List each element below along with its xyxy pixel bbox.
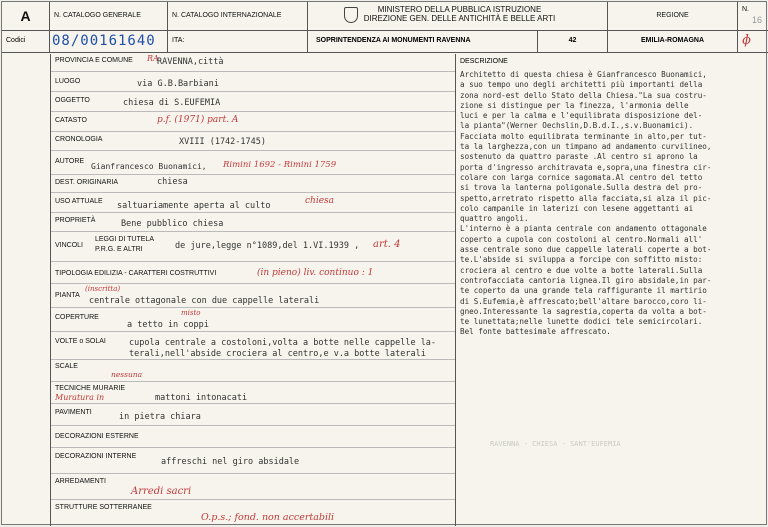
field-label: AUTORE xyxy=(55,158,85,165)
field-handwriting: Muratura in xyxy=(55,393,105,402)
field-decorazioni-interne xyxy=(51,448,455,474)
field-label: CATASTO xyxy=(55,117,87,124)
field-label: PIANTA xyxy=(55,292,80,299)
codici-value: 08/00161640 xyxy=(52,33,156,49)
field-cronologia xyxy=(51,132,455,151)
field-volte xyxy=(51,332,455,360)
field-luogo xyxy=(51,72,455,92)
field-label: TIPOLOGIA EDILIZIA - CARATTERI COSTRUTTIVI xyxy=(55,270,217,277)
field-proprieta xyxy=(51,213,455,232)
field-label: OGGETTO xyxy=(55,97,90,104)
republic-emblem-icon xyxy=(344,7,358,23)
ministry-line-2: DIREZIONE GEN. DELLE ANTICHITÀ E BELLE ARTI xyxy=(363,14,556,23)
field-label: DEST. ORIGINARIA xyxy=(55,179,119,186)
pencil-annotation: RAVENNA - CHIESA - SANT'EUFEMIA xyxy=(490,440,621,448)
field-value: centrale ottagonale con due cappelle laterali xyxy=(89,296,320,306)
field-value: a tetto in coppi xyxy=(127,320,209,330)
field-handwriting: RA xyxy=(147,54,159,63)
field-label: COPERTURE xyxy=(55,314,99,321)
field-value: saltuariamente aperta al culto xyxy=(117,201,271,211)
field-coperture xyxy=(51,308,455,332)
field-label: PROPRIETÀ xyxy=(55,217,96,224)
catalogo-internazionale-label: N. CATALOGO INTERNAZIONALE xyxy=(168,2,308,30)
field-label: VINCOLI xyxy=(55,242,84,249)
field-handwriting: (in pieno) liv. continuo : 1 xyxy=(257,268,374,278)
field-label: ARREDAMENTI xyxy=(55,478,106,485)
field-label: DECORAZIONI ESTERNE xyxy=(55,433,139,440)
field-handwriting: misto xyxy=(181,309,201,317)
n-label: N. xyxy=(742,6,749,13)
ministry-heading xyxy=(308,2,608,30)
field-label: VOLTE o SOLAI xyxy=(55,338,106,345)
field-value: via G.B.Barbiani xyxy=(137,79,219,89)
field-label: TECNICHE MURARIE xyxy=(55,385,126,392)
regione-value: EMILIA-ROMAGNA xyxy=(608,30,738,52)
field-label: PROVINCIA E COMUNE xyxy=(55,57,133,64)
catalog-card xyxy=(1,1,767,525)
field-decorazioni-esterne xyxy=(51,426,455,448)
field-value: affreschi nel giro absidale xyxy=(161,457,300,467)
field-value: chiesa di S.EUFEMIA xyxy=(123,98,221,108)
field-dest-originaria xyxy=(51,175,455,193)
field-tecniche-murarie xyxy=(51,382,455,404)
codici-label: Codici xyxy=(2,30,50,52)
descrizione-panel xyxy=(454,54,766,526)
field-handwriting: p.f. (1971) part. A xyxy=(157,115,239,125)
descrizione-text: Architetto di questa chiesa è Gianfrancesco Buonamici, a suo tempo uno degli architetti più importanti della zona nord-est dello Stato della Chiesa."La sua costru- zione si distingue per la finezza, l'armonia delle luci e per la calma e l'equilibrata disposizione del- la pianta"(Werner Oechslin,D.B.d.I.,s.v.Buonamici). Facciata molto equilibrata terminante in alto,per tut- ta la larghezza,con un timpano ad andamento curvilineo, sostenuto da quattro paraste .Al centro si aprono la porta d'ingresso architravata e,sopra,una finestra cir- colare con larga cornice sagomata.Al centro del tetto si trova la lanterna poligonale.Sulla destra del pro- spetto,arretrato rispetto alla facciata,si alza il pic- colo campanile in laterizi con lesene aggettanti ai quattro angoli. L'interno è a pianta centrale con andamento ottagonale coperto a cupola con costoloni al centro.Normali all' asse centrale sono due cappelle laterali coperte a bot- te.L'abside si sviluppa a forcipe con soffitto misto: crociera al centro e due volte a botte laterali.Sulla controfacciata cantoria lignea.Il giro absidale,in par- te coperto da una grande tela raffigurante il martirio di S.Eufemia,è affrescato;bell'altare barocco,coro li- gneo.Interessante la sagrestia,coperta da volta a bot- te lunettata;nelle lunette dodici tele semicircolari. Bel fonte battesimale affrescato. xyxy=(460,70,712,337)
codici-value-cell xyxy=(50,30,168,52)
field-label-leggi: LEGGI DI TUTELA xyxy=(95,236,154,243)
field-pavimenti xyxy=(51,404,455,426)
field-label-prg: P.R.G. E ALTRI xyxy=(95,246,143,253)
field-arredamenti xyxy=(51,474,455,500)
field-label: STRUTTURE SOTTERRANEE xyxy=(55,504,152,511)
header-row xyxy=(2,2,768,31)
catalogo-generale-label: N. CATALOGO GENERALE xyxy=(50,2,168,30)
field-value: mattoni intonacati xyxy=(155,393,248,403)
field-label: USO ATTUALE xyxy=(55,198,103,205)
field-label: CRONOLOGIA xyxy=(55,136,103,143)
field-value: cupola centrale a costoloni,volta a botte nelle cappelle la- xyxy=(129,338,437,348)
field-handwriting: (inscritta) xyxy=(85,285,121,293)
field-provincia xyxy=(51,54,455,72)
n-value: 16 xyxy=(752,15,763,25)
n-cell xyxy=(738,2,768,30)
soprintendenza-label: SOPRINTENDENZA AI MONUMENTI RAVENNA xyxy=(308,30,538,52)
field-uso-attuale xyxy=(51,193,455,213)
descrizione-label: DESCRIZIONE xyxy=(460,58,508,65)
field-handwriting: O.p.s.; fond. non accertabili xyxy=(201,512,335,523)
field-label: DECORAZIONI INTERNE xyxy=(55,453,137,460)
soprintendenza-number: 42 xyxy=(538,30,608,52)
field-value: RAVENNA,città xyxy=(157,57,224,67)
field-label: PAVIMENTI xyxy=(55,409,92,416)
field-label: LUOGO xyxy=(55,78,81,85)
field-value: Bene pubblico chiesa xyxy=(121,219,224,229)
ministry-line-1: MINISTERO DELLA PUBBLICA ISTRUZIONE xyxy=(377,5,542,14)
field-label: SCALE xyxy=(55,363,78,370)
field-value-line2: terali,nell'abside crociera al centro,e v.a botte laterali xyxy=(129,349,426,359)
field-pianta xyxy=(51,284,455,308)
field-handwriting: Rimini 1692 - Rimini 1759 xyxy=(223,160,337,170)
field-catasto xyxy=(51,112,455,132)
field-handwriting: art. 4 xyxy=(373,239,401,250)
field-handwriting: nessuna xyxy=(111,370,143,379)
fields-column xyxy=(50,54,456,526)
field-handwriting: chiesa xyxy=(305,196,335,206)
field-value: in pietra chiara xyxy=(119,412,201,422)
codici-row xyxy=(2,30,768,53)
field-vincoli xyxy=(51,232,455,262)
field-handwriting: Arredi sacri xyxy=(131,486,192,497)
field-autore xyxy=(51,151,455,175)
field-value: XVIII (1742-1745) xyxy=(179,137,266,147)
field-value: Gianfrancesco Buonamici, xyxy=(91,162,207,171)
field-strutture-sotterranee xyxy=(51,500,455,526)
field-value: chiesa xyxy=(157,177,188,187)
field-oggetto xyxy=(51,92,455,112)
field-value: de jure,legge n°1089,del 1.VI.1939 , xyxy=(175,241,360,251)
regione-label: REGIONE xyxy=(608,2,738,30)
field-scale xyxy=(51,360,455,382)
ita-label: ITA: xyxy=(168,30,308,52)
card-letter: A xyxy=(2,2,50,30)
field-tipologia xyxy=(51,262,455,284)
regione-mark: ɸ xyxy=(742,33,751,48)
